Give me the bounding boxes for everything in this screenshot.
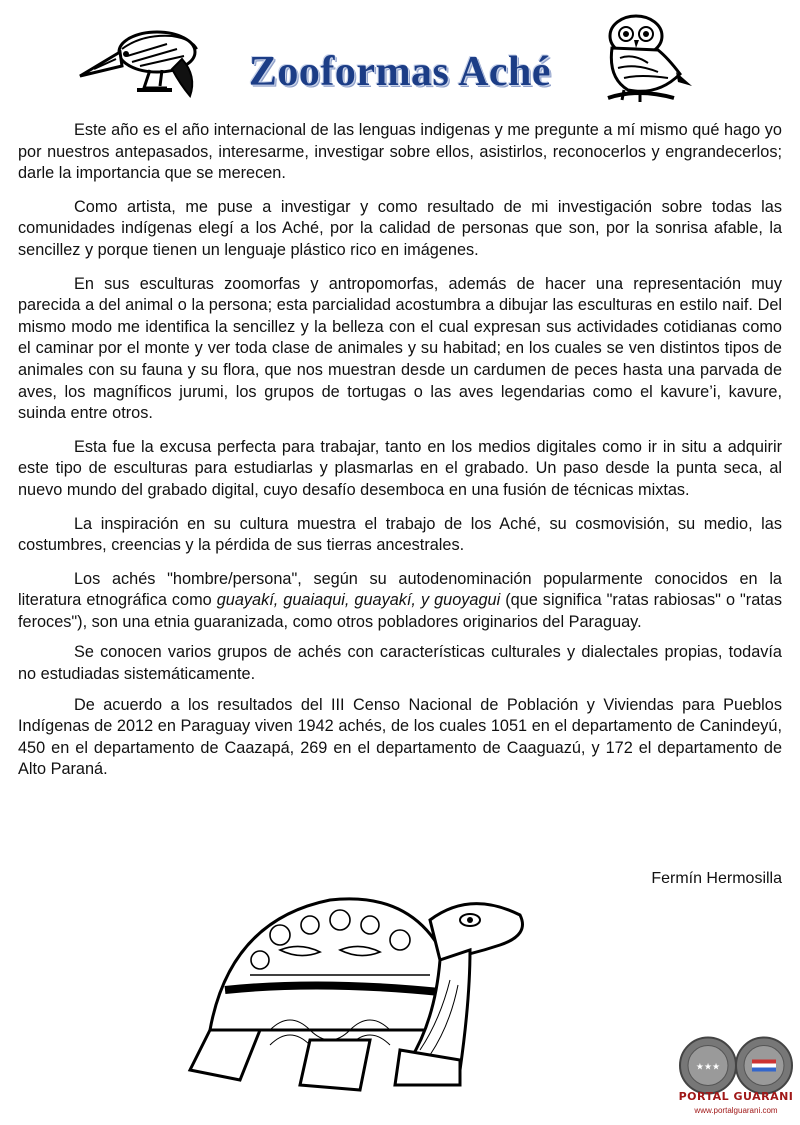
ethnonym-list: guayakí, guaiaqui, guayakí, y guoyagui [216, 591, 501, 610]
paragraph: Este año es el año internacional de las lenguas indigenas y me pregunte a mí mismo qué hago yo por nuestros antepasados, interesarme, investigar sobre ellos, asistirlos, reconocerlos y engrandecerlos; darle la importancia que se merecen. [18, 121, 782, 183]
article-body [18, 120, 782, 793]
page-title: Zooformas Aché [248, 49, 552, 95]
paragraph-text: Los achés "hombre/persona", según su autodenominación popularmente conocidos en la literatura etnográfica como [18, 569, 782, 610]
paragraph-text: (que significa "ratas rabiosas" o "ratas feroces"), son una etnia guaranizada, como otros pobladores originarios del Paraguay. [18, 591, 782, 631]
author-signature: Fermín Hermosilla [651, 870, 782, 887]
paragraph: La inspiración en su cultura muestra el trabajo de los Aché, su cosmovisión, su medio, las costumbres, creencias y la pérdida de sus tierras ancestrales. [18, 514, 782, 555]
portal-guarani-url: www.portalguarani.com [694, 1106, 778, 1115]
paragraph: Se conocen varios grupos de achés con características culturales y dialectales propias, todavía no estudiadas sistemáticamente. [18, 643, 782, 684]
paragraph: Esta fue la excusa perfecta para trabajar, tanto en los medios digitales como ir in situ a adquirir este tipo de esculturas para estudiarlas y plasmarlas en el grabado. Un paso desde la punta seca, al nuevo mundo del grabado digital, cuyo desafío desemboca en una fusión de técnicas mixtas. [18, 437, 782, 499]
paragraph-ache-names [18, 569, 782, 634]
tortoise-illustration [170, 880, 540, 1105]
paragraph: De acuerdo a los resultados del III Censo Nacional de Población y Viviendas para Pueblos Indígenas de 2012 en Paraguay viven 1942 achés, de los cuales 1051 en el departamento de Canindeyú, 450 en el departamento de Caazapá, 269 en el departamento de Caaguazú, y 172 el departamento de Alto Paraná. [18, 695, 782, 779]
paragraph: Como artista, me puse a investigar y como resultado de mi investigación sobre todas las comunidades indígenas elegí a los Aché, por la calidad de personas que son, por la sonrisa afable, la sencillez y porque tienen un lenguaje plástico rico en imágenes. [18, 197, 782, 259]
portal-guarani-name: PORTAL GUARANI [678, 1090, 794, 1103]
paragraph: En sus esculturas zoomorfas y antropomorfas, además de hacer una representación muy parecida a del animal o la persona; esta parcialidad acostumbra a dibujar las esculturas en estilo naif. Del mismo modo me identifica la sencillez y la belleza con el cual expresan sus actividades cotidianas como el caminar por el monte y ver toda clase de animales y su habitad; en los cuales se ven distintos tipos de animales con su fauna y su flora, que nos muestran desde un cardumen de peces hasta una parvada de aves, los magníficos jurumi, los grupos de tortugas o las aves legendarias como el kavure’i, kavure, suinda entre otros. [18, 274, 782, 423]
svg-text:★★★: ★★★ [695, 1061, 721, 1072]
